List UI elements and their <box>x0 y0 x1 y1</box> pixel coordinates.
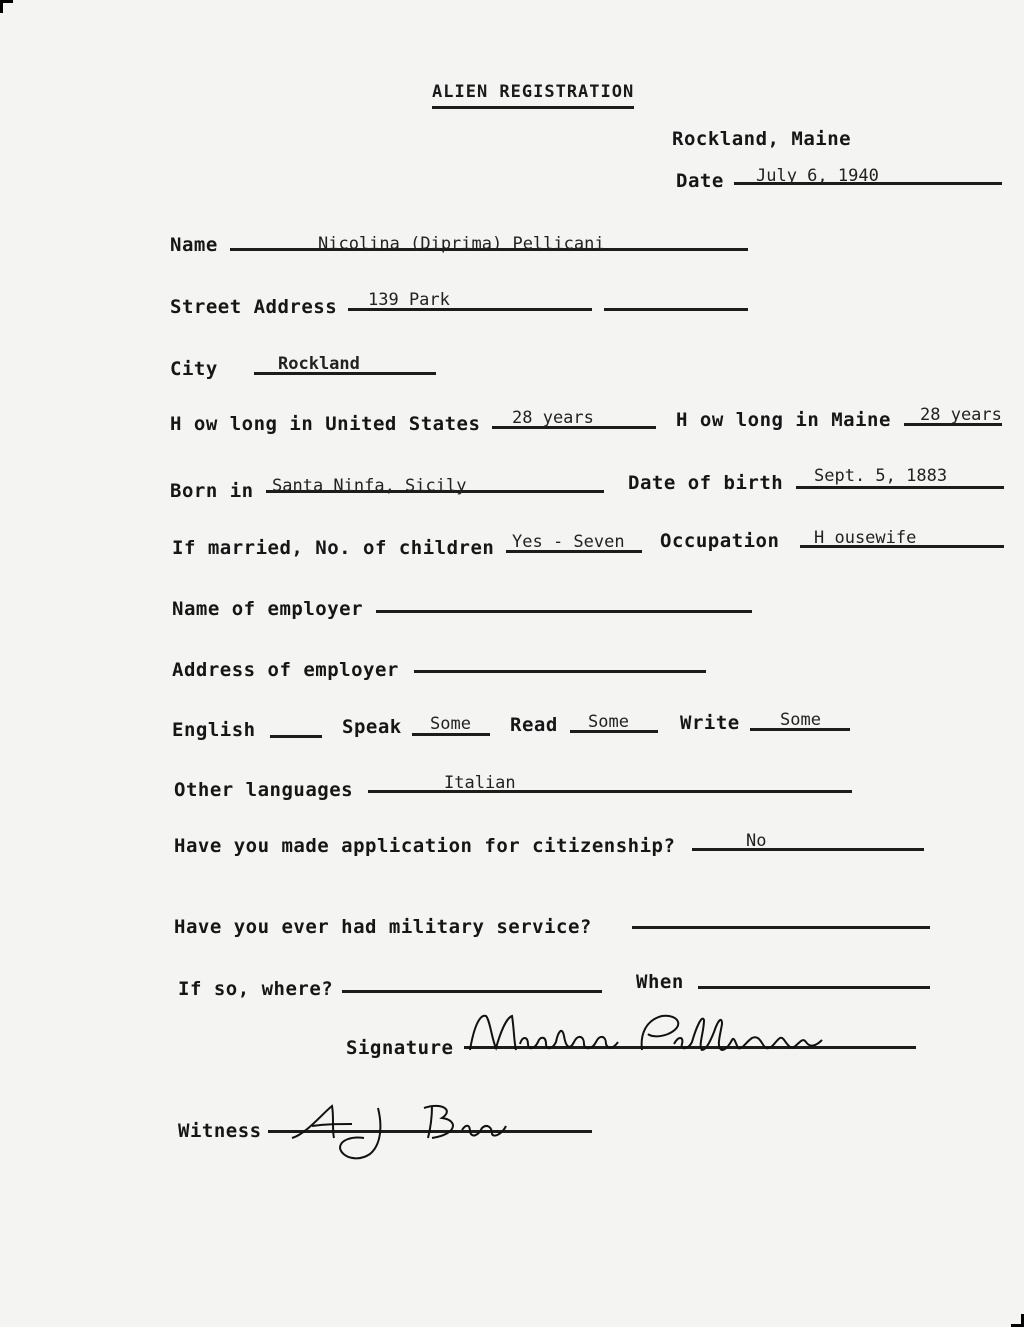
children-value: Yes - Seven <box>512 532 625 552</box>
languages-line <box>368 790 852 793</box>
witness-handwriting <box>282 1094 542 1164</box>
dob-label: Date of birth <box>628 472 784 494</box>
employer-label: Name of employer <box>172 598 364 620</box>
us-time-label: H ow long in United States <box>170 413 481 435</box>
languages-value: Italian <box>444 773 516 793</box>
employer-address-label: Address of employer <box>172 659 399 681</box>
street-label: Street Address <box>170 296 338 318</box>
occupation-value: H ousewife <box>814 528 917 548</box>
born-value: Santa Ninfa, Sicily <box>272 476 467 496</box>
military-line <box>632 926 930 929</box>
maine-time-value: 28 years <box>920 405 1002 425</box>
speak-label: Speak <box>342 716 402 738</box>
occupation-label: Occupation <box>660 530 780 552</box>
maine-time-label: H ow long in Maine <box>676 409 891 431</box>
name-label: Name <box>170 234 218 256</box>
signature-handwriting <box>462 1006 842 1066</box>
corner-mark-bottom-right <box>1011 1314 1024 1327</box>
when-line <box>698 986 930 989</box>
speak-value: Some <box>430 714 471 734</box>
read-value: Some <box>588 712 629 732</box>
citizenship-label: Have you made application for citizenship? <box>174 835 676 857</box>
where-label: If so, where? <box>178 978 334 1000</box>
when-label: When <box>636 971 684 993</box>
citizenship-value: No <box>746 831 767 851</box>
corner-mark-top-left <box>0 0 13 13</box>
city-value: Rockland <box>278 354 360 374</box>
children-label: If married, No. of children <box>172 537 495 559</box>
date-label: Date <box>676 170 724 192</box>
employer-line <box>376 610 752 613</box>
born-label: Born in <box>170 480 254 502</box>
where-line <box>342 990 602 993</box>
english-line <box>270 735 322 738</box>
citizenship-line <box>692 848 924 851</box>
read-label: Read <box>510 714 558 736</box>
write-value: Some <box>780 710 821 730</box>
employer-address-line <box>414 670 706 673</box>
english-label: English <box>172 719 256 741</box>
witness-label: Witness <box>178 1120 262 1142</box>
dob-line <box>796 486 1004 489</box>
dob-value: Sept. 5, 1883 <box>814 466 948 486</box>
languages-label: Other languages <box>174 779 354 801</box>
form-title: ALIEN REGISTRATION <box>432 82 634 109</box>
street-line-2 <box>604 308 748 311</box>
write-label: Write <box>680 712 740 734</box>
street-value: 139 Park <box>368 290 450 310</box>
us-time-value: 28 years <box>512 408 594 428</box>
military-label: Have you ever had military service? <box>174 916 592 938</box>
place: Rockland, Maine <box>672 128 852 150</box>
name-value: Nicolina (Diprima) Pellicani <box>318 234 605 254</box>
signature-label: Signature <box>346 1037 454 1059</box>
date-value: July 6, 1940 <box>756 166 879 186</box>
city-label: City <box>170 358 218 380</box>
